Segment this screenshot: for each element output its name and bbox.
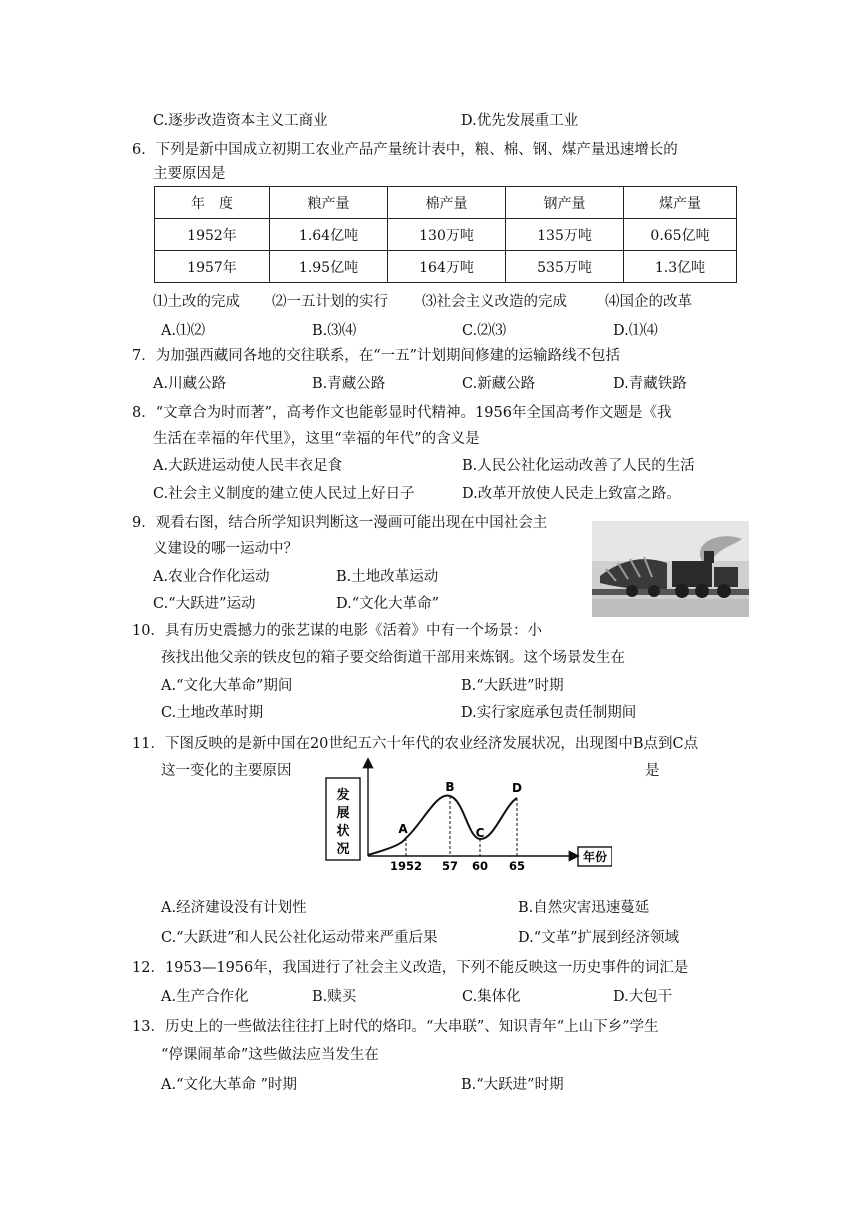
question-10-stem: 10．具有历史震撼力的张艺谋的电影《活着》中有一个场景：小 — [132, 623, 542, 639]
ylabel-char: 状 — [336, 824, 350, 839]
trend-curve — [368, 795, 517, 855]
q7-option-c: C.新藏公路 — [462, 376, 536, 392]
production-table — [154, 186, 737, 283]
q11-option-c: C.“大跃进”和人民公社化运动带来严重后果 — [161, 930, 438, 946]
question-6-stem-cont: 主要原因是 — [153, 166, 226, 182]
q6-item-3: ⑶社会主义改造的完成 — [422, 294, 567, 310]
tick-label: 1952 — [389, 859, 423, 873]
question-11-stem-cont: 这一变化的主要原因 — [161, 763, 292, 779]
question-11-stem-end: 是 — [645, 763, 660, 779]
question-9-stem: 9．观看右图，结合所学知识判断这一漫画可能出现在中国社会主 — [132, 515, 548, 531]
table-header: 棉产量 — [388, 187, 506, 219]
table-cell: 535万吨 — [506, 251, 624, 283]
q7-option-d: D.青藏铁路 — [613, 376, 687, 392]
point-label-b: B — [445, 780, 455, 794]
point-label-d: D — [512, 781, 522, 795]
tick-label: 65 — [508, 859, 526, 873]
option-d: D.优先发展重工业 — [461, 113, 579, 129]
q11-option-a: A.经济建设没有计划性 — [161, 900, 307, 916]
q12-option-d: D.大包干 — [613, 989, 673, 1005]
question-9-stem-cont: 义建设的哪一运动中？ — [153, 541, 298, 557]
ylabel-char: 发 — [336, 788, 350, 803]
question-7-stem: 7．为加强西藏同各地的交往联系，在“一五”计划期间修建的运输路线不包括 — [132, 348, 621, 364]
q13-option-a: A.“文化大革命 ”时期 — [161, 1077, 298, 1093]
q12-option-b: B.赎买 — [312, 989, 357, 1005]
point-label-a: A — [398, 822, 408, 836]
table-cell: 1957年 — [155, 251, 270, 283]
q6-option-d: D.⑴⑷ — [613, 323, 658, 339]
q8-option-d: D.改革开放使人民走上致富之路。 — [462, 486, 681, 502]
q9-option-a: A.农业合作化运动 — [153, 569, 270, 585]
question-8-stem-cont: 生活在幸福的年代里》，这里“幸福的年代”的含义是 — [153, 431, 480, 447]
tick-label: 57 — [441, 859, 459, 873]
q9-option-d: D.“文化大革命” — [336, 596, 440, 612]
ylabel-char: 况 — [336, 842, 350, 857]
q6-option-a: A.⑴⑵ — [161, 323, 206, 339]
table-cell: 0.65亿吨 — [624, 219, 737, 251]
question-13-stem-cont: “停课闹革命”这些做法应当发生在 — [161, 1047, 379, 1063]
question-10-stem-cont: 孩找出他父亲的铁皮包的箱子要交给街道干部用来炼钢。这个场景发生在 — [161, 650, 625, 666]
q9-option-c: C.“大跃进”运动 — [153, 596, 256, 612]
xlabel: 年份 — [582, 850, 608, 864]
q6-item-1: ⑴土改的完成 — [153, 294, 240, 310]
table-cell: 1.3亿吨 — [624, 251, 737, 283]
table-header: 煤产量 — [624, 187, 737, 219]
table-cell: 1.64亿吨 — [270, 219, 388, 251]
question-6-stem: 6．下列是新中国成立初期工农业产品产量统计表中，粮、棉、钢、煤产量迅速增长的 — [132, 142, 678, 158]
table-cell: 1952年 — [155, 219, 270, 251]
option-c: C.逐步改造资本主义工商业 — [153, 113, 328, 129]
point-label-c: C — [475, 826, 485, 840]
table-cell: 1.95亿吨 — [270, 251, 388, 283]
q6-item-4: ⑷国企的改革 — [605, 294, 692, 310]
q12-option-c: C.集体化 — [462, 989, 521, 1005]
q6-item-2: ⑵一五计划的实行 — [272, 294, 388, 310]
q10-option-a: A.“文化大革命”期间 — [161, 678, 293, 694]
table-header: 粮产量 — [270, 187, 388, 219]
table-header: 年 度 — [155, 187, 270, 219]
q9-option-b: B.土地改革运动 — [336, 569, 439, 585]
table-cell: 130万吨 — [388, 219, 506, 251]
table-header-row — [155, 187, 737, 219]
q10-option-d: D.实行家庭承包责任制期间 — [461, 705, 637, 721]
q8-option-c: C.社会主义制度的建立使人民过上好日子 — [153, 486, 415, 502]
table-header: 钢产量 — [506, 187, 624, 219]
table-row — [155, 251, 737, 283]
ylabel-char: 展 — [336, 806, 350, 821]
table-row — [155, 219, 737, 251]
q12-option-a: A.生产合作化 — [161, 989, 249, 1005]
q7-option-a: A.川藏公路 — [153, 376, 227, 392]
question-11-stem: 11．下图反映的是新中国在20世纪五六十年代的农业经济发展状况，出现图中B点到C点 — [132, 736, 699, 752]
q6-option-b: B.⑶⑷ — [312, 323, 357, 339]
development-graph — [322, 756, 612, 876]
cartoon-image — [592, 521, 749, 617]
question-8-stem: 8．“文章合为时而著”，高考作文也能彰显时代精神。1956年全国高考作文题是《我 — [132, 405, 672, 421]
q7-option-b: B.青藏公路 — [312, 376, 386, 392]
q10-option-b: B.“大跃进”时期 — [461, 678, 564, 694]
q6-option-c: C.⑵⑶ — [462, 323, 507, 339]
q13-option-b: B.“大跃进”时期 — [461, 1077, 564, 1093]
q11-option-b: B.自然灾害迅速蔓延 — [518, 900, 650, 916]
question-13-stem: 13．历史上的一些做法往往打上时代的烙印。“大串联”、知识青年“上山下乡”学生 — [132, 1019, 659, 1035]
q8-option-b: B.人民公社化运动改善了人民的生活 — [462, 458, 695, 474]
tick-label: 60 — [471, 859, 489, 873]
q8-option-a: A.大跃进运动使人民丰衣足食 — [153, 458, 343, 474]
q10-option-c: C.土地改革时期 — [161, 705, 264, 721]
table-cell: 135万吨 — [506, 219, 624, 251]
q11-option-d: D.“文革”扩展到经济领域 — [518, 930, 680, 946]
table-cell: 164万吨 — [388, 251, 506, 283]
question-12-stem: 12．1953—1956年，我国进行了社会主义改造，下列不能反映这一历史事件的词汇是 — [132, 960, 689, 976]
